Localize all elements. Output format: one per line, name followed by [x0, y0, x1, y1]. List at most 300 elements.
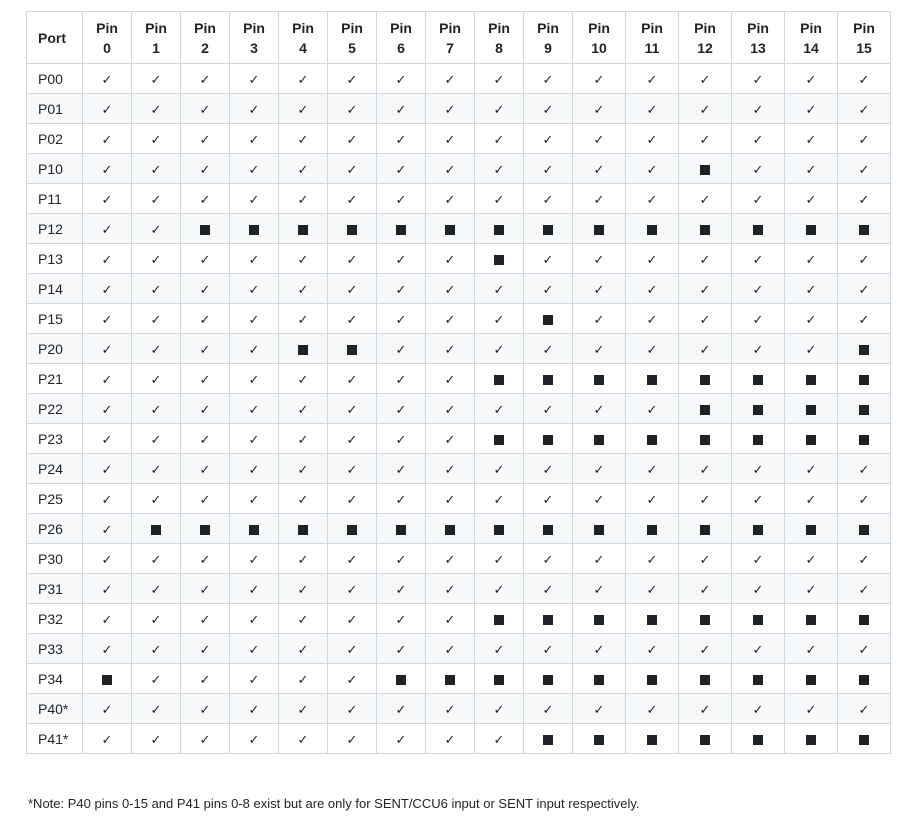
pin-cell: [132, 274, 181, 304]
pin-cell: [83, 634, 132, 664]
pin-column-header: [328, 12, 377, 64]
check-mark-icon: ✓: [858, 462, 870, 478]
pin-cell: [573, 604, 626, 634]
check-mark-icon: ✓: [395, 702, 407, 718]
pin-cell: [328, 544, 377, 574]
pin-cell: [838, 694, 891, 724]
pin-cell: [426, 364, 475, 394]
black-square-icon: [594, 735, 604, 745]
pin-cell: [181, 634, 230, 664]
check-mark-icon: ✓: [593, 492, 605, 508]
check-mark-icon: ✓: [346, 462, 358, 478]
check-mark-icon: ✓: [493, 102, 505, 118]
pin-cell: [732, 334, 785, 364]
check-mark-icon: ✓: [101, 222, 113, 238]
pin-cell: [377, 394, 426, 424]
table-row: [27, 334, 891, 364]
pin-cell: [573, 394, 626, 424]
pin-cell: [181, 214, 230, 244]
pin-header-word: Pin: [800, 19, 822, 36]
check-mark-icon: ✓: [101, 552, 113, 568]
pin-cell: [573, 244, 626, 274]
check-mark-icon: ✓: [199, 342, 211, 358]
pin-column-header: [785, 12, 838, 64]
pin-cell: [328, 244, 377, 274]
pin-cell: [838, 214, 891, 244]
check-mark-icon: ✓: [101, 102, 113, 118]
black-square-icon: [102, 675, 112, 685]
pin-cell: [377, 64, 426, 94]
check-mark-icon: ✓: [593, 402, 605, 418]
pin-cell: [573, 694, 626, 724]
pin-cell: [573, 484, 626, 514]
pin-column-header: [732, 12, 785, 64]
check-mark-icon: ✓: [297, 132, 309, 148]
pin-cell: [181, 274, 230, 304]
check-mark-icon: ✓: [346, 192, 358, 208]
pin-cell: [230, 94, 279, 124]
check-mark-icon: ✓: [444, 192, 456, 208]
black-square-icon: [543, 525, 553, 535]
check-mark-icon: ✓: [248, 702, 260, 718]
table-row: [27, 274, 891, 304]
pin-cell: [573, 634, 626, 664]
pin-cell: [426, 94, 475, 124]
pin-cell: [83, 394, 132, 424]
pin-cell: [475, 184, 524, 214]
port-name-cell: P33: [27, 634, 83, 664]
pin-cell: [732, 244, 785, 274]
check-mark-icon: ✓: [805, 192, 817, 208]
check-mark-icon: ✓: [395, 432, 407, 448]
check-mark-icon: ✓: [493, 732, 505, 748]
pin-cell: [785, 394, 838, 424]
check-mark-icon: ✓: [395, 72, 407, 88]
pin-cell: [475, 724, 524, 754]
black-square-icon: [647, 615, 657, 625]
pin-cell: [785, 604, 838, 634]
pin-column-header: [230, 12, 279, 64]
check-mark-icon: ✓: [395, 162, 407, 178]
pin-header-word: Pin: [488, 19, 510, 36]
black-square-icon: [700, 525, 710, 535]
pin-cell: [626, 574, 679, 604]
pin-cell: [426, 334, 475, 364]
check-mark-icon: ✓: [150, 462, 162, 478]
pin-cell: [83, 724, 132, 754]
check-mark-icon: ✓: [444, 282, 456, 298]
pin-cell: [426, 274, 475, 304]
pin-cell: [524, 454, 573, 484]
pin-cell: [377, 694, 426, 724]
pin-cell: [377, 724, 426, 754]
pin-cell: [230, 724, 279, 754]
pin-cell: [230, 424, 279, 454]
table-row: [27, 724, 891, 754]
pin-cell: [785, 364, 838, 394]
black-square-icon: [543, 435, 553, 445]
table-row: [27, 514, 891, 544]
check-mark-icon: ✓: [346, 372, 358, 388]
pin-cell: [524, 694, 573, 724]
black-square-icon: [647, 225, 657, 235]
check-mark-icon: ✓: [752, 252, 764, 268]
pin-cell: [475, 574, 524, 604]
pin-cell: [785, 724, 838, 754]
pin-cell: [377, 124, 426, 154]
pin-cell: [679, 244, 732, 274]
check-mark-icon: ✓: [444, 432, 456, 448]
pin-header-word: Pin: [243, 19, 265, 36]
black-square-icon: [859, 525, 869, 535]
check-mark-icon: ✓: [858, 702, 870, 718]
pin-cell: [426, 124, 475, 154]
black-square-icon: [647, 735, 657, 745]
pin-cell: [679, 574, 732, 604]
pin-cell: [377, 274, 426, 304]
pin-cell: [279, 484, 328, 514]
check-mark-icon: ✓: [346, 732, 358, 748]
check-mark-icon: ✓: [199, 612, 211, 628]
check-mark-icon: ✓: [346, 672, 358, 688]
pin-cell: [132, 304, 181, 334]
pin-cell: [181, 694, 230, 724]
check-mark-icon: ✓: [150, 732, 162, 748]
check-mark-icon: ✓: [346, 612, 358, 628]
pin-cell: [524, 244, 573, 274]
black-square-icon: [594, 525, 604, 535]
pin-cell: [328, 694, 377, 724]
check-mark-icon: ✓: [493, 702, 505, 718]
pin-cell: [230, 694, 279, 724]
check-mark-icon: ✓: [297, 672, 309, 688]
table-row: [27, 304, 891, 334]
pin-cell: [426, 484, 475, 514]
port-name-cell: P41*: [27, 724, 83, 754]
check-mark-icon: ✓: [150, 402, 162, 418]
pin-column-header: [83, 12, 132, 64]
check-mark-icon: ✓: [493, 342, 505, 358]
table-row: [27, 64, 891, 94]
pin-cell: [230, 664, 279, 694]
pin-cell: [328, 424, 377, 454]
pin-cell: [838, 424, 891, 454]
pin-cell: [328, 724, 377, 754]
black-square-icon: [543, 675, 553, 685]
check-mark-icon: ✓: [199, 492, 211, 508]
pin-cell: [181, 304, 230, 334]
pin-cell: [83, 274, 132, 304]
check-mark-icon: ✓: [444, 702, 456, 718]
pin-cell: [626, 634, 679, 664]
table-row: [27, 664, 891, 694]
pin-cell: [475, 304, 524, 334]
check-mark-icon: ✓: [101, 252, 113, 268]
black-square-icon: [700, 375, 710, 385]
pin-column-header: [377, 12, 426, 64]
check-mark-icon: ✓: [646, 192, 658, 208]
pin-cell: [132, 484, 181, 514]
pin-cell: [181, 544, 230, 574]
pin-cell: [732, 154, 785, 184]
check-mark-icon: ✓: [297, 162, 309, 178]
check-mark-icon: ✓: [493, 642, 505, 658]
pin-cell: [426, 244, 475, 274]
check-mark-icon: ✓: [593, 282, 605, 298]
pin-cell: [181, 484, 230, 514]
check-mark-icon: ✓: [297, 612, 309, 628]
pin-cell: [679, 94, 732, 124]
check-mark-icon: ✓: [444, 462, 456, 478]
pin-cell: [181, 664, 230, 694]
pin-cell: [573, 124, 626, 154]
pin-cell: [132, 184, 181, 214]
pin-column-header: [279, 12, 328, 64]
pin-cell: [838, 664, 891, 694]
check-mark-icon: ✓: [646, 102, 658, 118]
table-row: [27, 484, 891, 514]
check-mark-icon: ✓: [805, 252, 817, 268]
pin-cell: [524, 634, 573, 664]
check-mark-icon: ✓: [248, 732, 260, 748]
check-mark-icon: ✓: [248, 282, 260, 298]
pin-cell: [524, 424, 573, 454]
pin-cell: [785, 634, 838, 664]
check-mark-icon: ✓: [493, 492, 505, 508]
check-mark-icon: ✓: [101, 372, 113, 388]
check-mark-icon: ✓: [248, 432, 260, 448]
pin-header-number: 5: [348, 39, 356, 56]
pin-cell: [279, 94, 328, 124]
check-mark-icon: ✓: [346, 132, 358, 148]
black-square-icon: [445, 225, 455, 235]
check-mark-icon: ✓: [805, 642, 817, 658]
pin-cell: [524, 94, 573, 124]
check-mark-icon: ✓: [101, 342, 113, 358]
check-mark-icon: ✓: [248, 612, 260, 628]
black-square-icon: [396, 675, 406, 685]
pin-cell: [626, 184, 679, 214]
pin-cell: [679, 214, 732, 244]
pin-cell: [377, 94, 426, 124]
pin-header-word: Pin: [641, 19, 663, 36]
black-square-icon: [594, 435, 604, 445]
check-mark-icon: ✓: [593, 192, 605, 208]
pin-cell: [679, 664, 732, 694]
table-row: [27, 424, 891, 454]
port-name-cell: P26: [27, 514, 83, 544]
port-name-cell: P24: [27, 454, 83, 484]
pin-cell: [181, 604, 230, 634]
check-mark-icon: ✓: [101, 462, 113, 478]
check-mark-icon: ✓: [248, 252, 260, 268]
pin-cell: [732, 454, 785, 484]
pin-cell: [626, 94, 679, 124]
pin-cell: [279, 724, 328, 754]
port-column-header: Port: [27, 12, 83, 64]
pin-cell: [328, 454, 377, 484]
check-mark-icon: ✓: [646, 642, 658, 658]
pin-header-word: Pin: [341, 19, 363, 36]
pin-cell: [279, 424, 328, 454]
pin-cell: [679, 424, 732, 454]
pin-cell: [626, 274, 679, 304]
check-mark-icon: ✓: [346, 432, 358, 448]
check-mark-icon: ✓: [199, 732, 211, 748]
black-square-icon: [753, 435, 763, 445]
pin-cell: [181, 184, 230, 214]
pin-cell: [279, 64, 328, 94]
check-mark-icon: ✓: [101, 72, 113, 88]
pin-cell: [626, 64, 679, 94]
check-mark-icon: ✓: [248, 132, 260, 148]
check-mark-icon: ✓: [646, 132, 658, 148]
pin-cell: [785, 544, 838, 574]
check-mark-icon: ✓: [593, 252, 605, 268]
pin-cell: [328, 484, 377, 514]
port-name-cell: P02: [27, 124, 83, 154]
check-mark-icon: ✓: [805, 342, 817, 358]
check-mark-icon: ✓: [593, 642, 605, 658]
check-mark-icon: ✓: [752, 102, 764, 118]
check-mark-icon: ✓: [752, 312, 764, 328]
pin-cell: [230, 154, 279, 184]
pin-column-header: [475, 12, 524, 64]
pin-cell: [181, 724, 230, 754]
check-mark-icon: ✓: [199, 552, 211, 568]
check-mark-icon: ✓: [699, 582, 711, 598]
pin-cell: [377, 154, 426, 184]
pin-cell: [475, 454, 524, 484]
check-mark-icon: ✓: [858, 132, 870, 148]
check-mark-icon: ✓: [542, 102, 554, 118]
pin-cell: [230, 364, 279, 394]
pin-cell: [132, 124, 181, 154]
check-mark-icon: ✓: [542, 72, 554, 88]
check-mark-icon: ✓: [493, 162, 505, 178]
check-mark-icon: ✓: [646, 342, 658, 358]
pin-column-header: [132, 12, 181, 64]
pin-cell: [732, 364, 785, 394]
pin-cell: [181, 124, 230, 154]
check-mark-icon: ✓: [248, 72, 260, 88]
check-mark-icon: ✓: [752, 462, 764, 478]
check-mark-icon: ✓: [646, 582, 658, 598]
pin-cell: [475, 514, 524, 544]
pin-header-number: 6: [397, 39, 405, 56]
pin-header-number: 3: [250, 39, 258, 56]
black-square-icon: [249, 225, 259, 235]
pin-header-word: Pin: [537, 19, 559, 36]
black-square-icon: [700, 165, 710, 175]
check-mark-icon: ✓: [101, 312, 113, 328]
check-mark-icon: ✓: [593, 102, 605, 118]
pin-cell: [573, 64, 626, 94]
check-mark-icon: ✓: [858, 72, 870, 88]
pin-header-word: Pin: [747, 19, 769, 36]
black-square-icon: [700, 225, 710, 235]
check-mark-icon: ✓: [493, 282, 505, 298]
pin-cell: [573, 334, 626, 364]
black-square-icon: [396, 225, 406, 235]
pin-cell: [475, 364, 524, 394]
check-mark-icon: ✓: [752, 702, 764, 718]
pin-header-number: 15: [856, 39, 872, 56]
pin-cell: [626, 694, 679, 724]
pin-cell: [626, 124, 679, 154]
pin-header-number: 4: [299, 39, 307, 56]
pin-cell: [181, 424, 230, 454]
pin-cell: [475, 634, 524, 664]
check-mark-icon: ✓: [444, 372, 456, 388]
check-mark-icon: ✓: [297, 732, 309, 748]
pin-header-word: Pin: [292, 19, 314, 36]
pin-cell: [524, 184, 573, 214]
pin-header-word: Pin: [588, 19, 610, 36]
pin-cell: [230, 334, 279, 364]
pin-cell: [785, 424, 838, 454]
pin-cell: [475, 244, 524, 274]
check-mark-icon: ✓: [150, 372, 162, 388]
black-square-icon: [806, 735, 816, 745]
pin-cell: [83, 184, 132, 214]
black-square-icon: [543, 615, 553, 625]
check-mark-icon: ✓: [699, 492, 711, 508]
pin-header-word: Pin: [145, 19, 167, 36]
pin-cell: [83, 304, 132, 334]
pin-cell: [732, 574, 785, 604]
port-name-cell: P40*: [27, 694, 83, 724]
pin-cell: [838, 64, 891, 94]
check-mark-icon: ✓: [542, 252, 554, 268]
pin-cell: [132, 364, 181, 394]
check-mark-icon: ✓: [395, 462, 407, 478]
check-mark-icon: ✓: [752, 282, 764, 298]
check-mark-icon: ✓: [248, 672, 260, 688]
pin-cell: [83, 94, 132, 124]
pin-cell: [732, 274, 785, 304]
check-mark-icon: ✓: [395, 372, 407, 388]
check-mark-icon: ✓: [805, 462, 817, 478]
table-row: [27, 634, 891, 664]
pin-cell: [83, 694, 132, 724]
check-mark-icon: ✓: [858, 102, 870, 118]
pin-cell: [279, 274, 328, 304]
pin-column-header: [838, 12, 891, 64]
pin-cell: [679, 274, 732, 304]
pin-cell: [838, 124, 891, 154]
check-mark-icon: ✓: [101, 132, 113, 148]
port-name-cell: P20: [27, 334, 83, 364]
pin-cell: [132, 394, 181, 424]
port-name-cell: P32: [27, 604, 83, 634]
pin-cell: [679, 454, 732, 484]
port-name-cell: P21: [27, 364, 83, 394]
pin-cell: [732, 544, 785, 574]
check-mark-icon: ✓: [248, 372, 260, 388]
pin-cell: [785, 124, 838, 154]
check-mark-icon: ✓: [646, 462, 658, 478]
black-square-icon: [753, 225, 763, 235]
pin-cell: [626, 604, 679, 634]
check-mark-icon: ✓: [248, 552, 260, 568]
check-mark-icon: ✓: [101, 582, 113, 598]
black-square-icon: [200, 525, 210, 535]
check-mark-icon: ✓: [150, 252, 162, 268]
pin-cell: [279, 634, 328, 664]
black-square-icon: [249, 525, 259, 535]
pin-cell: [230, 394, 279, 424]
